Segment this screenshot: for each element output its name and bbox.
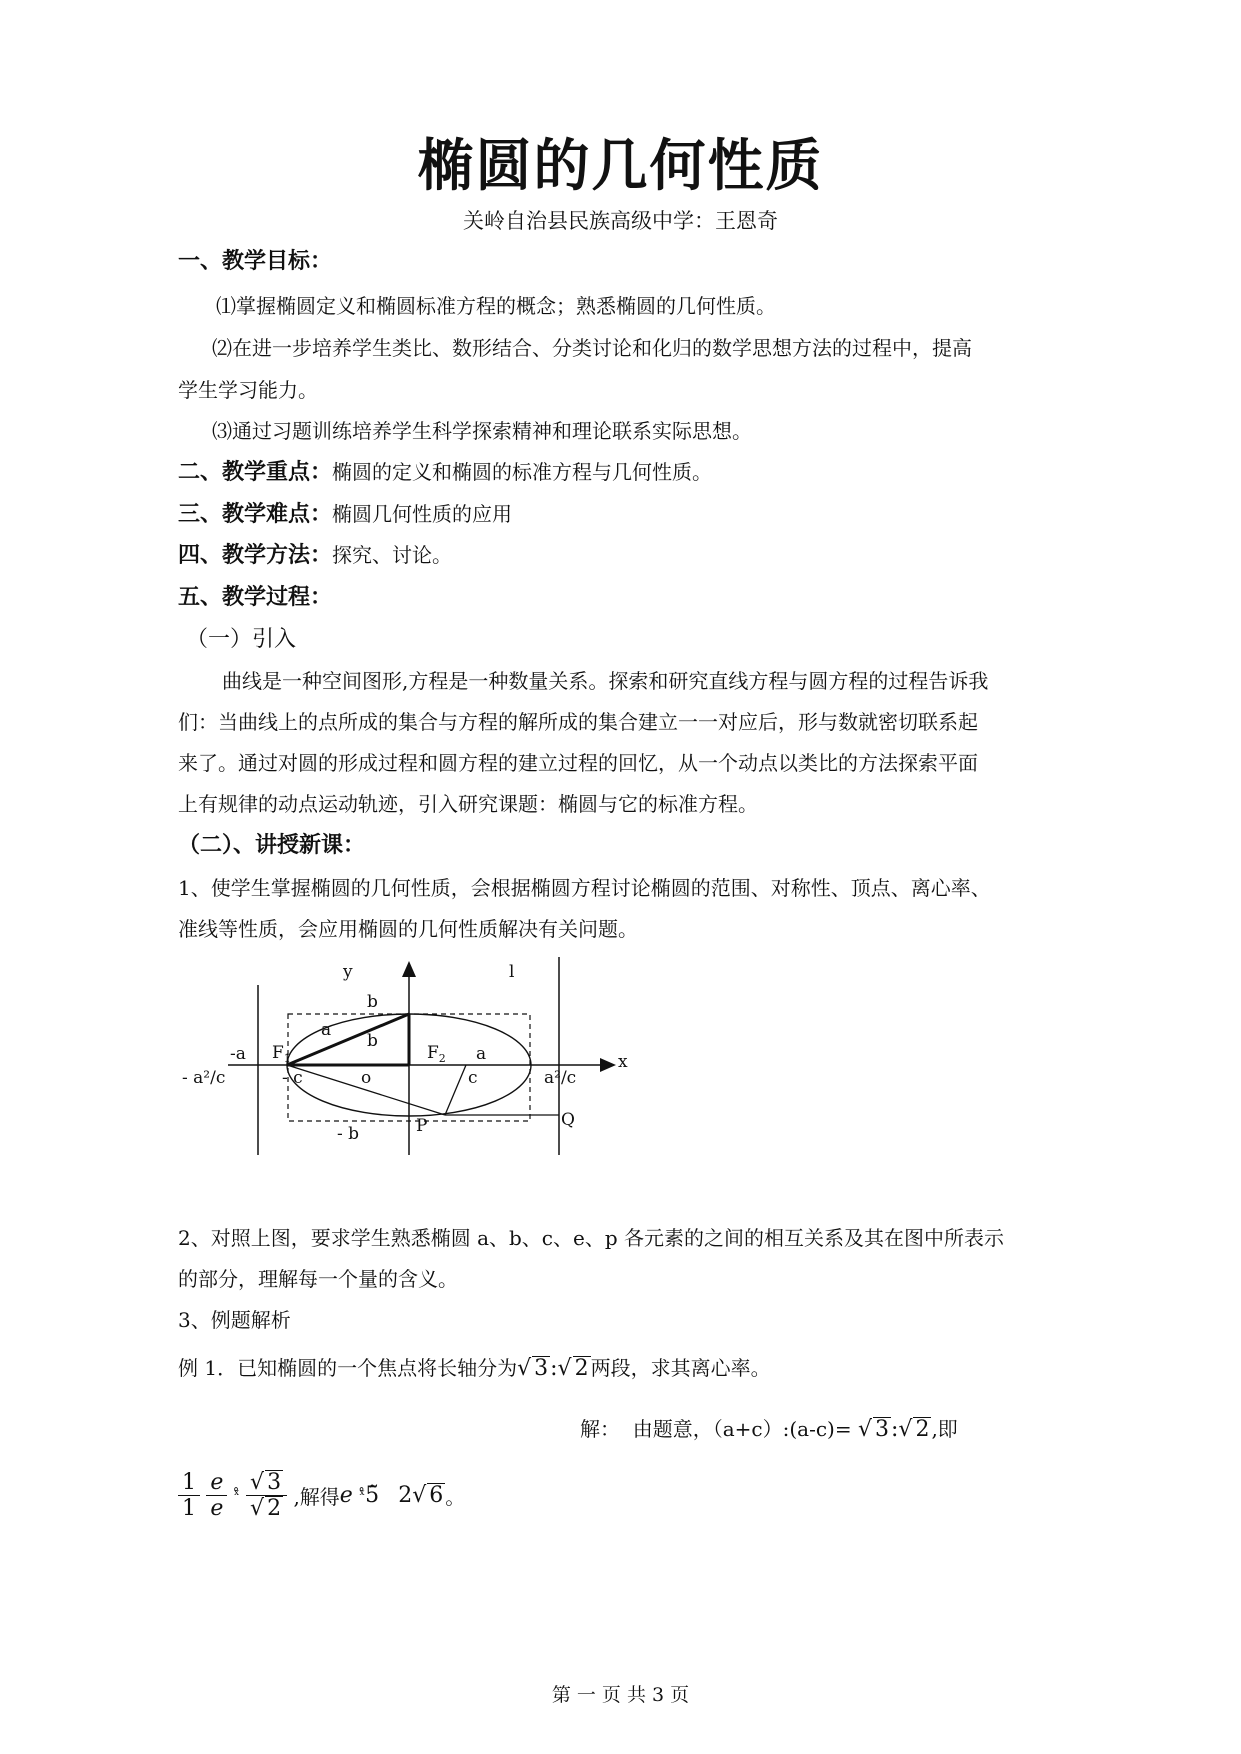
goal-2a: ⑵在进一步培养学生类比、数形结合、分类讨论和化归的数学思想方法的过程中，提高 — [212, 336, 972, 360]
focus-to-vertex-line — [287, 1014, 409, 1065]
solution-radical-2: 2 — [915, 1417, 930, 1442]
label-neg-b: - b — [337, 1124, 360, 1144]
page-title: 椭圆的几何性质 — [417, 134, 824, 199]
label-pos-directrix: a²/c — [544, 1068, 577, 1088]
result-period: 。 — [445, 1485, 466, 1510]
key-heading — [178, 455, 712, 486]
result-five: 5̃ — [365, 1483, 380, 1509]
difficulty-heading-label: 三、教学难点： — [178, 502, 333, 527]
method-heading-label: 四、教学方法： — [178, 543, 333, 568]
fraction-one: $\frac{1}{1}$ — [178, 1470, 200, 1521]
key-text: 椭圆的定义和椭圆的标准方程与几何性质。 — [332, 460, 713, 484]
solution-line: 解： 由题意，（a+c）:(a-c)= √ 3:√ 2 ,即 — [580, 1417, 958, 1442]
example-colon: : — [550, 1356, 558, 1381]
key-heading-label: 二、教学重点： — [178, 460, 333, 485]
result-two: 2 — [398, 1483, 413, 1509]
example-suffix: 两段，求其离心率。 — [590, 1356, 771, 1380]
page-footer: 第 一 页 共 3 页 — [551, 1684, 690, 1706]
solution-tail: ,即 — [931, 1417, 958, 1441]
solution-equation: $\frac{1}{1}$ $\frac{e}{e}$ ˣ̊ $\frac{√ 3}{√ 2}$ ,解得e ˣ̊5̃ 2√ 6 。 — [178, 1470, 465, 1521]
method-text: 探究、讨论。 — [332, 543, 453, 567]
label-point-q: Q — [561, 1110, 575, 1130]
intro-line-4: 上有规律的动点运动轨迹，引入研究课题：椭圆与它的标准方程。 — [178, 792, 758, 816]
solution-text: 由题意，（a+c）:(a-c)= — [632, 1417, 852, 1441]
solution-colon: : — [890, 1417, 899, 1442]
label-a-slant: a — [321, 1020, 332, 1040]
goal-heading: 一、教学目标： — [178, 249, 333, 274]
result-e: e — [339, 1483, 353, 1509]
label-f1: $F_1$ — [272, 1043, 291, 1065]
label-neg-a: -a — [230, 1044, 246, 1064]
difficulty-text: 椭圆几何性质的应用 — [332, 502, 513, 526]
fraction-radicals: $\frac{√ 3}{√ 2}$ — [246, 1470, 287, 1521]
author-line: 关岭自治县民族高级中学：王恩奇 — [463, 209, 778, 233]
intro-heading: （一）引入 — [186, 627, 297, 652]
result-text: ,解得 — [293, 1485, 340, 1510]
lesson-1b: 准线等性质，会应用椭圆的几何性质解决有关问题。 — [178, 917, 638, 941]
intro-line-3: 来了。通过对圆的形成过程和圆方程的建立过程的回忆，从一个动点以类比的方法探索平面 — [178, 751, 978, 775]
solution-label: 解： — [580, 1417, 620, 1441]
example-prefix: 例 1．已知椭圆的一个焦点将长轴分为 — [178, 1356, 518, 1380]
method-heading — [178, 538, 452, 569]
lesson-2b: 的部分，理解每一个量的含义。 — [178, 1267, 458, 1291]
example-radical-2: 2 — [574, 1356, 589, 1381]
label-origin: o — [361, 1068, 372, 1088]
solution-radical-3: 3 — [874, 1417, 889, 1442]
lesson-2a: 2、对照上图，要求学生熟悉椭圆 a、b、c、e、p 各元素的之间的相互关系及其在图中所表示 — [178, 1226, 1005, 1250]
label-directrix-l: l — [509, 962, 515, 982]
ellipse-diagram — [182, 955, 660, 1180]
example-radical-3: 3 — [534, 1356, 549, 1381]
lesson-1a: 1、使学生掌握椭圆的几何性质，会根据椭圆方程讨论椭圆的范围、对称性、顶点、离心率、 — [178, 876, 991, 900]
label-neg-directrix: - a²/c — [182, 1068, 226, 1088]
result-radical-6: 6 — [429, 1483, 444, 1509]
label-f2: $F_2$ — [427, 1043, 446, 1065]
label-y-axis: y — [343, 962, 353, 982]
garbled-symbol-2: ˣ̊ — [359, 1487, 366, 1504]
label-b-mid: b — [367, 1031, 378, 1051]
f2-to-p-line — [445, 1065, 466, 1115]
y-axis-arrow — [402, 961, 416, 977]
fraction-e: $\frac{e}{e}$ — [206, 1470, 227, 1521]
example-1: 例 1．已知椭圆的一个焦点将长轴分为√ 3:√ 2 两段，求其离心率。 — [178, 1356, 771, 1381]
process-heading: 五、教学过程： — [178, 585, 333, 610]
label-point-p: P — [416, 1116, 428, 1136]
difficulty-heading — [178, 497, 512, 528]
label-a-right: a — [476, 1044, 487, 1064]
label-c-right: c — [468, 1068, 478, 1088]
goal-2b: 学生学习能力。 — [178, 378, 318, 402]
x-axis-arrow — [600, 1058, 616, 1072]
label-x-axis: x — [618, 1052, 628, 1072]
garbled-symbol-1: ˣ̊ — [233, 1487, 240, 1504]
goal-3: ⑶通过习题训练培养学生科学探索精神和理论联系实际思想。 — [212, 419, 752, 443]
intro-line-1: 曲线是一种空间图形,方程是一种数量关系。探索和研究直线方程与圆方程的过程告诉我 — [222, 669, 989, 693]
lesson-3: 3、例题解析 — [178, 1308, 291, 1332]
label-b-top: b — [367, 992, 378, 1012]
label-neg-c: - c — [282, 1068, 303, 1088]
intro-line-2: 们：当曲线上的点所成的集合与方程的解所成的集合建立一一对应后，形与数就密切联系起 — [178, 710, 978, 734]
goal-1: ⑴掌握椭圆定义和椭圆标准方程的概念；熟悉椭圆的几何性质。 — [216, 294, 776, 318]
lesson-heading: （二）、讲授新课： — [178, 833, 366, 858]
